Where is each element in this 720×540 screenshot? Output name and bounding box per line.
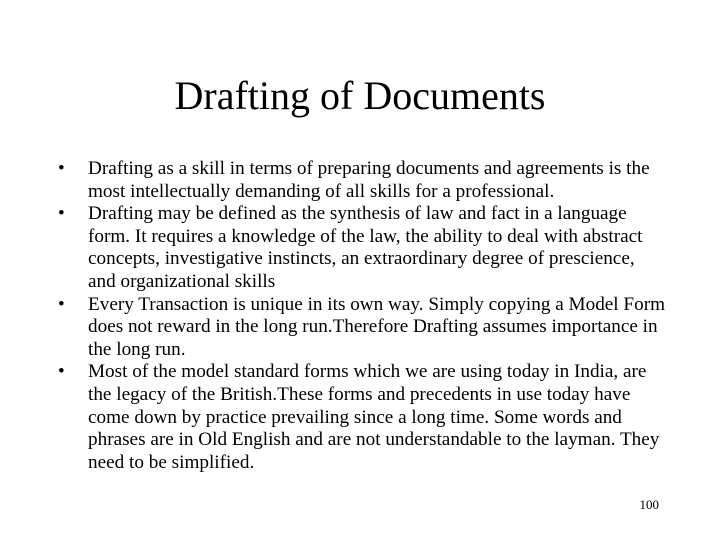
bullet-item (56, 361, 666, 474)
bullet-item (56, 158, 666, 203)
bullet-text: Drafting as a skill in terms of preparing documents and agreements is the most intellectually demanding of all skills for a professional. (88, 158, 650, 202)
bullet-icon: • (58, 361, 65, 383)
bullet-text: Every Transaction is unique in its own way. Simply copying a Model Form does not reward in the long run.Therefore Drafting assumes importance in the long run. (88, 293, 666, 360)
page-number: 100 (639, 497, 659, 512)
bullet-icon: • (58, 203, 65, 225)
bullet-item (56, 203, 666, 293)
bullet-item (56, 294, 666, 362)
bullet-list (56, 158, 666, 474)
bullet-icon: • (58, 158, 65, 179)
bullet-text: Drafting may be defined as the synthesis of law and fact in a language form. It requires a knowledge of the law, the ability to deal with abstract concepts, investigative instincts, an extraordinary degree of prescience, and organizational skills (88, 203, 643, 292)
bullet-text: Most of the model standard forms which we are using today in India, are the legacy of the British.These forms and precedents in use today have come down by practice prevailing since a long time. Some words and phrases are in Old English and are not understandable to the layman. They need to be simplified. (88, 361, 660, 473)
slide-title: Drafting of Documents (174, 73, 546, 118)
bullet-icon: • (58, 293, 65, 315)
